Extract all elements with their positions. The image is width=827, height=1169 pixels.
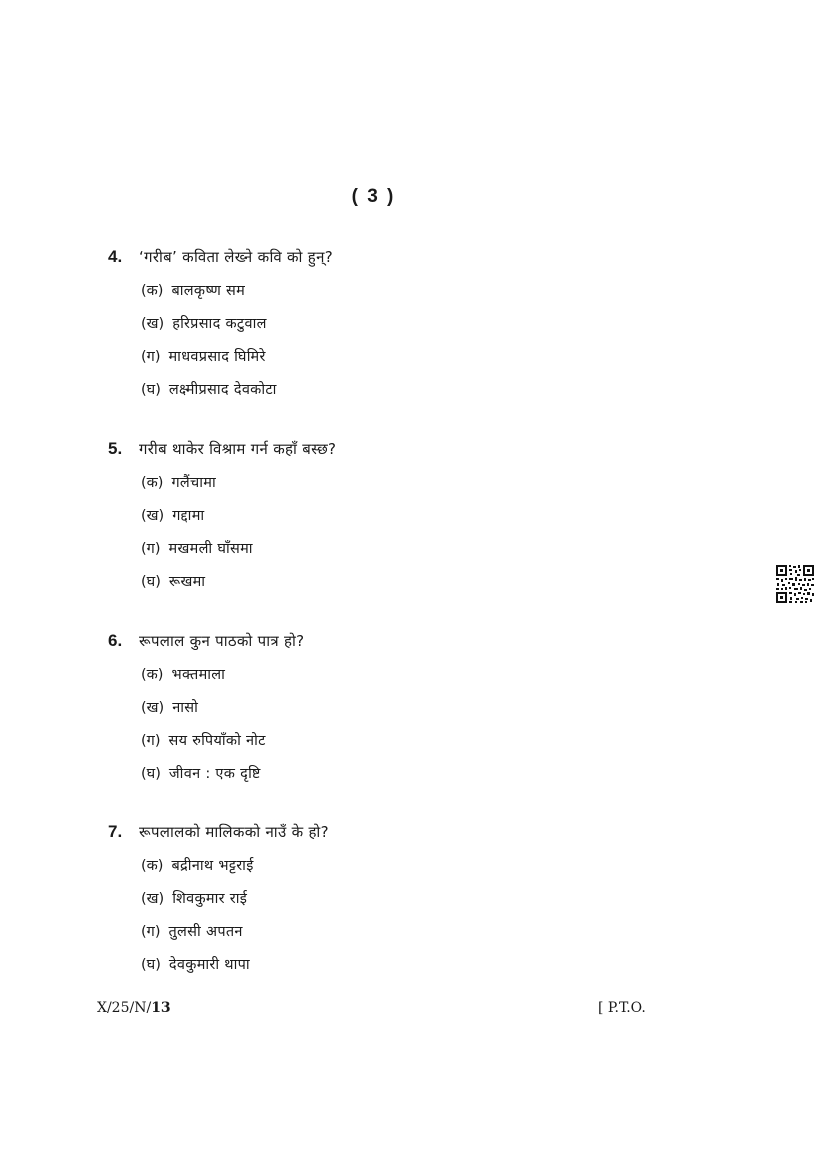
option-text: सय रुपियाँको नोट (168, 733, 266, 749)
option (108, 505, 708, 538)
option-text: गद्दामा (172, 508, 205, 524)
option (108, 954, 708, 987)
option-label: (घ) (141, 957, 161, 973)
question-text: ‘गरीब’ कविता लेख्ने कवि को हुन्? (139, 248, 333, 266)
options-list (108, 280, 708, 412)
option-label: (ख) (141, 508, 165, 524)
option (108, 280, 708, 313)
options-list (108, 855, 708, 987)
option-text: हरिप्रसाद कटुवाल (172, 316, 267, 332)
option-text: बद्रीनाथ भट्टराई (171, 858, 254, 874)
option (108, 571, 708, 604)
option-label: (ग) (141, 349, 161, 365)
question-number: 4. (108, 247, 123, 266)
option-text: गलैंचामा (171, 475, 217, 491)
option (108, 664, 708, 697)
question-7 (108, 822, 708, 987)
option-label: (क) (141, 667, 164, 683)
question-number: 5. (108, 439, 123, 458)
question-4 (108, 247, 708, 412)
question-5 (108, 439, 708, 604)
option-text: देवकुमारी थापा (168, 957, 250, 973)
options-list (108, 664, 708, 796)
option-label: (घ) (141, 382, 161, 398)
option-text: तुलसी अपतन (168, 924, 243, 940)
option (108, 730, 708, 763)
option-text: मखमली घाँसमा (168, 541, 253, 557)
question-text: रूपलाल कुन पाठको पात्र हो? (139, 632, 305, 650)
option-label: (घ) (141, 574, 161, 590)
paper-code (97, 1000, 171, 1016)
option (108, 538, 708, 571)
option-text: भक्तमाला (171, 667, 226, 683)
option (108, 855, 708, 888)
option (108, 763, 708, 796)
question-number: 7. (108, 822, 123, 841)
option (108, 346, 708, 379)
option-text: माधवप्रसाद घिमिरे (168, 349, 266, 365)
option-text: जीवन : एक दृष्टि (168, 766, 261, 782)
qr-code-icon (775, 564, 815, 604)
page-number: ( 3 ) (351, 186, 396, 207)
option (108, 313, 708, 346)
question-text: गरीब थाकेर विश्राम गर्न कहाँ बस्छ? (139, 440, 337, 458)
option-text: शिवकुमार राई (172, 891, 248, 907)
question-text: रूपलालको मालिकको नाउँ के हो? (139, 823, 329, 841)
option-label: (ग) (141, 733, 161, 749)
option-text: बालकृष्ण सम (171, 283, 246, 299)
option-label: (क) (141, 858, 164, 874)
question-6 (108, 631, 708, 796)
paper-code-prefix: X/25/N/ (97, 1000, 152, 1016)
option (108, 921, 708, 954)
option (108, 888, 708, 921)
paper-code-suffix: 13 (151, 1000, 171, 1016)
options-list (108, 472, 708, 604)
option (108, 379, 708, 412)
option (108, 697, 708, 730)
option-text: रूखमा (168, 574, 206, 590)
option-label: (क) (141, 475, 164, 491)
option-label: (ख) (141, 316, 165, 332)
question-number: 6. (108, 631, 123, 650)
option-text: लक्ष्मीप्रसाद देवकोटा (168, 382, 277, 398)
option-label: (ख) (141, 700, 165, 716)
option (108, 472, 708, 505)
pto-label: [ P.T.O. (598, 1000, 646, 1016)
option-label: (क) (141, 283, 164, 299)
option-label: (ग) (141, 924, 161, 940)
option-label: (घ) (141, 766, 161, 782)
option-label: (ग) (141, 541, 161, 557)
option-text: नासो (172, 700, 199, 716)
option-label: (ख) (141, 891, 165, 907)
